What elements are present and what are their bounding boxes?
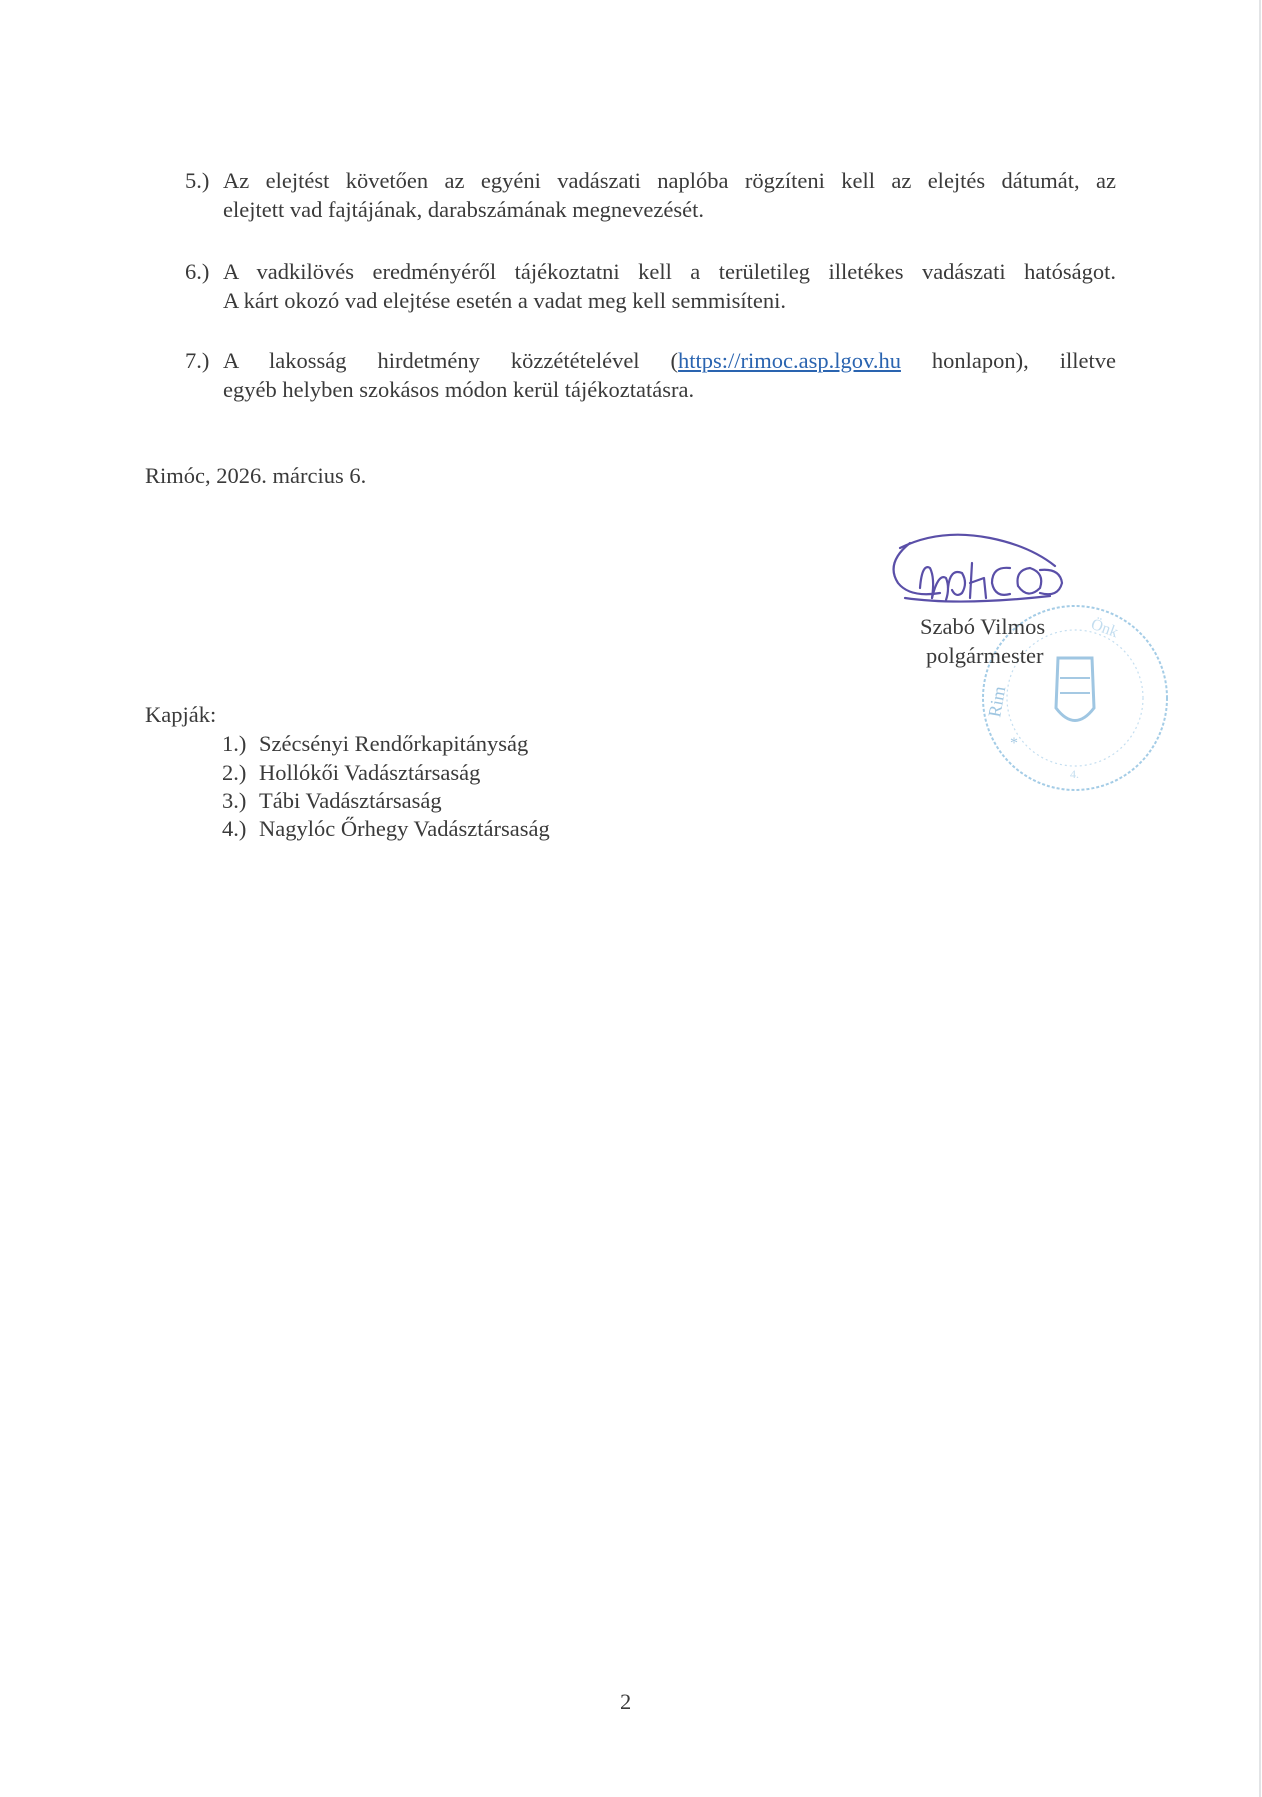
recipients-heading: Kapják: <box>145 702 217 727</box>
item-text-line: Az elejtést követően az egyéni vadászati naplóba rögzíteni kell az elejtés dátumát, az <box>223 168 1116 193</box>
svg-text:4.: 4. <box>1070 767 1079 781</box>
recipient-number: 1.) <box>222 731 247 756</box>
website-link[interactable]: https://rimoc.asp.lgov.hu <box>678 348 901 373</box>
signatory-title: polgármester <box>926 643 1044 668</box>
svg-text:Önk: Önk <box>1088 615 1121 642</box>
item-number: 7.) <box>185 348 210 373</box>
item-text-segment: honlapon), illetve <box>900 348 1116 373</box>
recipient-number: 4.) <box>222 816 247 841</box>
recipient-number: 3.) <box>222 788 247 813</box>
item-text-line: A vadkilövés eredményéről tájékoztatni kell a területileg illetékes vadászati hatóságot. <box>223 259 1116 284</box>
recipient-name: Tábi Vadásztársaság <box>259 788 442 813</box>
item-text-line: A kárt okozó vad elejtése esetén a vadat meg kell semmisíteni. <box>223 288 786 313</box>
recipient-name: Szécsényi Rendőrkapitányság <box>259 731 529 756</box>
svg-text:*: * <box>1010 735 1018 752</box>
item-text-segment: A lakosság hirdetmény közzétételével ( <box>223 348 679 373</box>
recipient-name: Hollókői Vadásztársaság <box>259 760 481 785</box>
recipient-name: Nagylóc Őrhegy Vadásztársaság <box>259 816 550 841</box>
page-number: 2 <box>620 1689 632 1714</box>
signatory-name: Szabó Vilmos <box>920 614 1046 639</box>
item-text-line: egyéb helyben szokásos módon kerül tájékoztatásra. <box>223 377 695 402</box>
recipient-number: 2.) <box>222 760 247 785</box>
item-text-line: elejtett vad fajtájának, darabszámának megnevezését. <box>223 197 704 222</box>
page-edge-line <box>1259 0 1261 1797</box>
place-date: Rimóc, 2026. március 6. <box>145 463 367 488</box>
item-number: 6.) <box>185 259 210 284</box>
svg-text:Rim: Rim <box>984 684 1010 719</box>
item-number: 5.) <box>185 168 210 193</box>
item-text-line <box>223 346 1116 375</box>
